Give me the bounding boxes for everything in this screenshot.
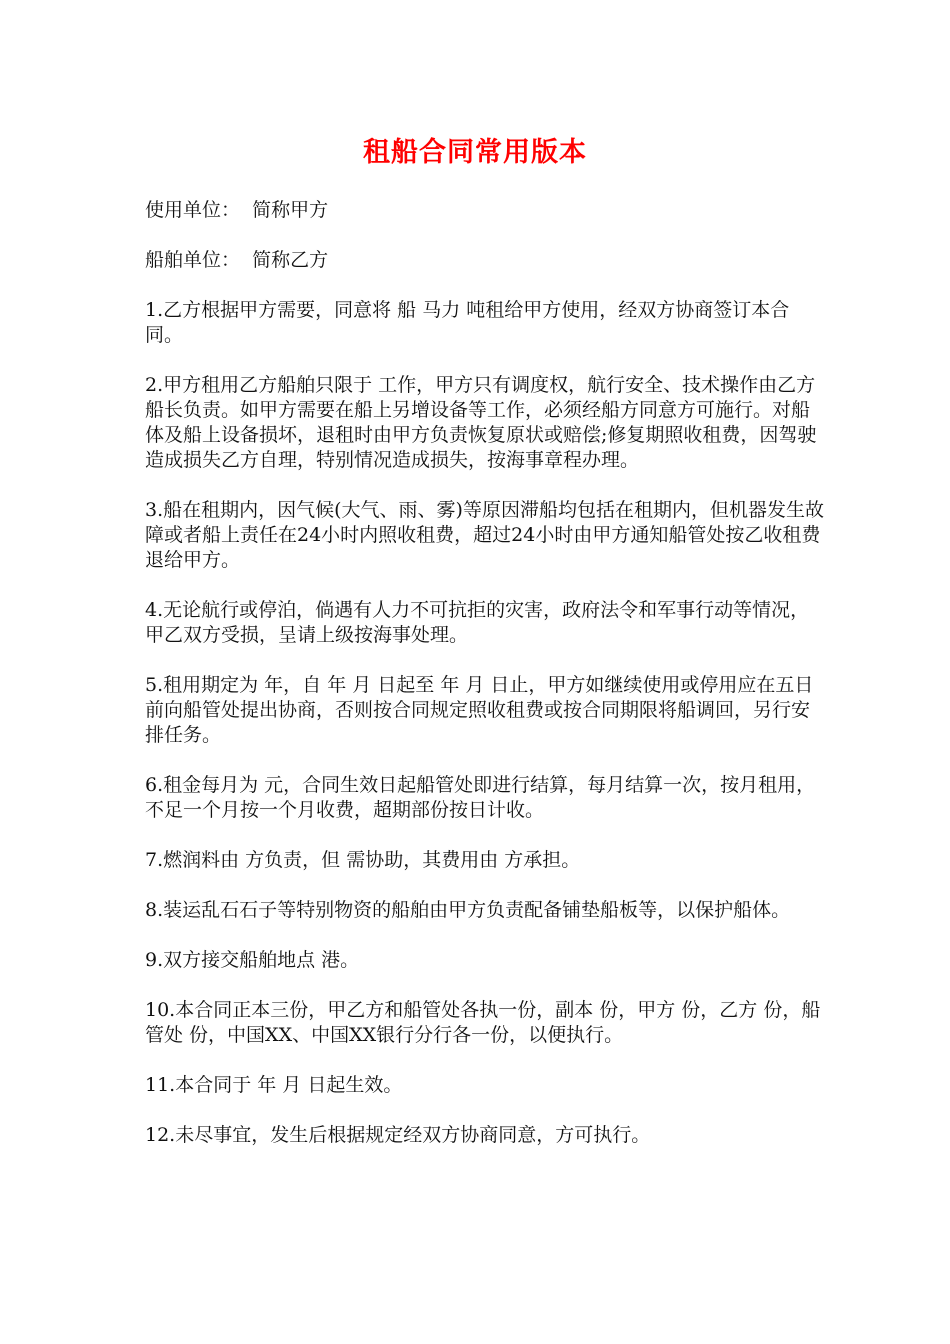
paragraph-clause-1: 1.乙方根据甲方需要，同意将 船 马力 吨租给甲方使用，经双方协商签订本合同。 (145, 299, 790, 346)
paragraph-clause-12: 12.未尽事宜，发生后根据规定经双方协商同意，方可执行。 (145, 1124, 651, 1146)
paragraph-ship-unit: 船舶单位： 简称乙方 (145, 249, 329, 271)
paragraph-clause-11: 11.本合同于 年 月 日起生效。 (145, 1074, 403, 1096)
paragraph-clause-8: 8.装运乱石石子等特别物资的船舶由甲方负责配备铺垫船板等，以保护船体。 (145, 899, 791, 921)
paragraph-clause-10: 10.本合同正本三份，甲乙方和船管处各执一份，副本 份，甲方 份，乙方 份，船管处 份，中国XX、中国XX银行分行各一份，以便执行。 (145, 999, 821, 1046)
paragraph-clause-2: 2.甲方租用乙方船舶只限于 工作，甲方只有调度权，航行安全、技术操作由乙方船长负责。如甲方需要在船上另增设备等工作，必须经船方同意方可施行。对船体及船上设备损坏，退租时由甲方负责恢复原状或赔偿;修复期照收租费，因驾驶造成损失乙方自理，特别情况造成损失，按海事章程办理。 (145, 374, 817, 471)
paragraph-clause-9: 9.双方接交船舶地点 港。 (145, 949, 360, 971)
paragraph-clause-7: 7.燃润料由 方负责，但 需协助，其费用由 方承担。 (145, 849, 581, 871)
paragraph-clause-5: 5.租用期定为 年，自 年 月 日起至 年 月 日止，甲方如继续使用或停用应在五日前向船管处提出协商，否则按合同规定照收租费或按合同期限将船调回，另行安排任务。 (145, 674, 814, 746)
document-body (145, 198, 825, 1173)
paragraph-clause-3: 3.船在租期内，因气候(大气、雨、雾)等原因滞船均包括在租期内，但机器发生故障或者船上责任在24小时内照收租费，超过24小时由甲方通知船管处按乙收租费退给甲方。 (145, 499, 824, 571)
paragraph-clause-6: 6.租金每月为 元，合同生效日起船管处即进行结算，每月结算一次，按月租用，不足一个月按一个月收费，超期部份按日计收。 (145, 774, 816, 821)
paragraph-clause-4: 4.无论航行或停泊，倘遇有人力不可抗拒的灾害，政府法令和军事行动等情况，甲乙双方受损，呈请上级按海事处理。 (145, 599, 810, 646)
paragraph-user-unit: 使用单位： 简称甲方 (145, 199, 329, 221)
document-title: 租船合同常用版本 (363, 137, 587, 168)
